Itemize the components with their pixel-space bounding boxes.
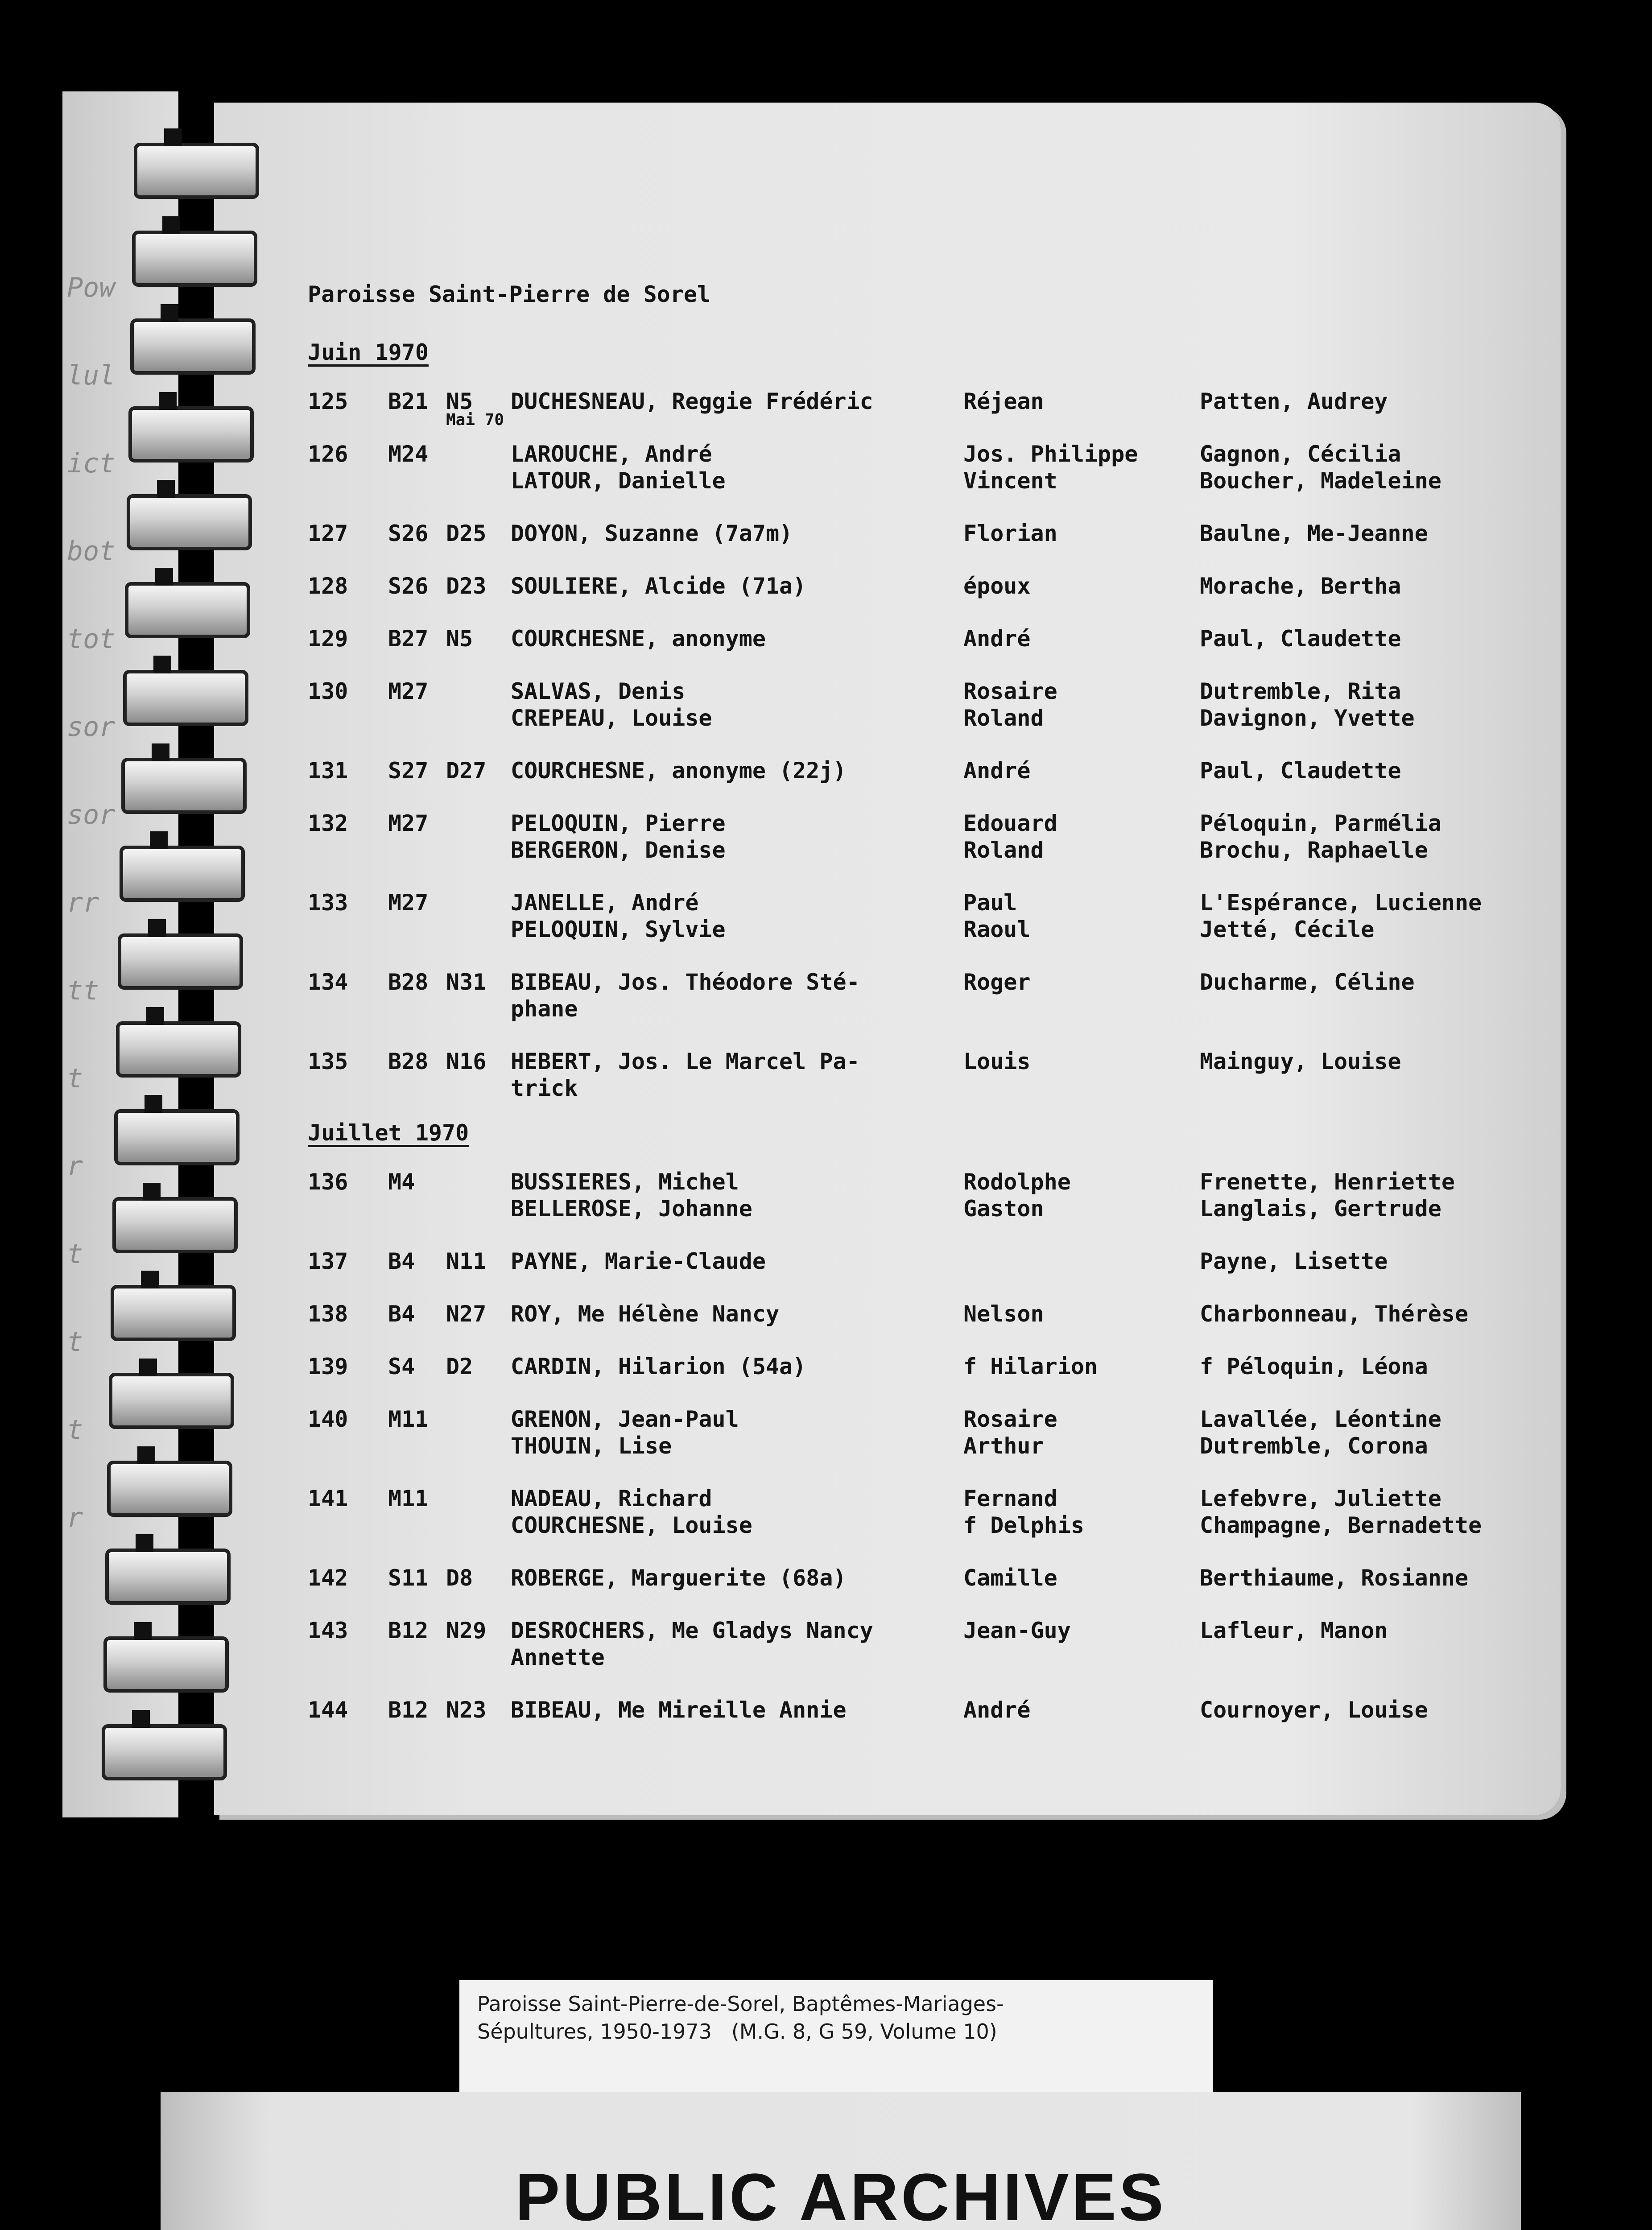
entry-father-line: André bbox=[963, 626, 1031, 652]
entry-father-line: f Hilarion bbox=[963, 1354, 1098, 1379]
entry-father-line: Rodolphe bbox=[963, 1169, 1071, 1195]
entry-mother bbox=[1200, 889, 1482, 943]
entry-father-line: Fernand bbox=[963, 1486, 1057, 1511]
entry-mother bbox=[1200, 1248, 1388, 1275]
entry-mother-line: Dutremble, Corona bbox=[1200, 1433, 1428, 1459]
entry-name bbox=[511, 1248, 766, 1275]
entry-mother bbox=[1200, 757, 1401, 784]
margin-mark: lul bbox=[67, 360, 116, 391]
entry-name-line: PAYNE, Marie-Claude bbox=[511, 1248, 766, 1274]
entry-father bbox=[963, 1617, 1071, 1644]
entry-number: 137 bbox=[308, 1248, 348, 1274]
entry-number: 139 bbox=[308, 1354, 348, 1379]
entry-mother-line: Champagne, Bernadette bbox=[1200, 1512, 1482, 1538]
binding-ring bbox=[120, 846, 245, 902]
entry-mother bbox=[1200, 573, 1401, 599]
entry-act-code: M24 bbox=[388, 441, 429, 467]
binding-ring bbox=[112, 1197, 238, 1253]
entry-name-line: SALVAS, Denis bbox=[511, 678, 686, 704]
entry-mother-line: f Péloquin, Léona bbox=[1200, 1354, 1428, 1379]
entry-name bbox=[511, 625, 766, 652]
entry-father bbox=[963, 1169, 1071, 1222]
entry-father bbox=[963, 1353, 1098, 1380]
entry-name bbox=[511, 1048, 860, 1102]
binding-ring bbox=[132, 231, 257, 287]
entry-number: 129 bbox=[308, 626, 348, 652]
entry-mother-line: Cournoyer, Louise bbox=[1200, 1697, 1428, 1723]
margin-mark: t bbox=[67, 1414, 83, 1445]
entry-mother-line: Mainguy, Louise bbox=[1200, 1049, 1401, 1074]
entry-name-line: COURCHESNE, Louise bbox=[511, 1512, 752, 1538]
entry-act-code: B21 bbox=[388, 388, 429, 414]
entry-name bbox=[511, 757, 847, 784]
entry-number: 135 bbox=[308, 1049, 348, 1074]
margin-mark: bot bbox=[67, 536, 116, 567]
binding-ring bbox=[114, 1109, 240, 1165]
entry-number: 134 bbox=[308, 969, 348, 995]
binding-ring bbox=[125, 582, 250, 638]
entry-name bbox=[511, 388, 873, 415]
entry-name-line: trick bbox=[511, 1075, 578, 1101]
entry-name-line: COURCHESNE, anonyme (22j) bbox=[511, 758, 847, 784]
margin-mark: r bbox=[67, 1151, 83, 1182]
entry-father bbox=[963, 1048, 1031, 1075]
entry-act-code: S26 bbox=[388, 573, 429, 599]
margin-mark: r bbox=[67, 1502, 83, 1533]
entry-name-line: HEBERT, Jos. Le Marcel Pa- bbox=[511, 1049, 860, 1074]
entry-event-code: N29 bbox=[446, 1618, 487, 1644]
entry-event-code: N5 bbox=[446, 388, 473, 414]
entry-name bbox=[511, 889, 726, 943]
entry-act-code: M11 bbox=[388, 1486, 429, 1511]
entry-event-code: N5 bbox=[446, 626, 473, 652]
entry-act-code: M27 bbox=[388, 678, 429, 704]
entry-name-line: CREPEAU, Louise bbox=[511, 705, 712, 731]
entry-mother bbox=[1200, 1353, 1428, 1380]
entry-father bbox=[963, 520, 1057, 547]
entry-number: 132 bbox=[308, 810, 348, 836]
entry-name-line: SOULIERE, Alcide (71a) bbox=[511, 573, 806, 599]
entry-act-code: M4 bbox=[388, 1169, 415, 1195]
entry-name-line: BUSSIERES, Michel bbox=[511, 1169, 739, 1195]
entry-father-line: Edouard bbox=[963, 810, 1057, 836]
entry-father-line: Paul bbox=[963, 890, 1017, 916]
entry-act-code: B28 bbox=[388, 969, 429, 995]
margin-mark: tt bbox=[67, 975, 99, 1006]
entry-name-line: DUCHESNEAU, Reggie Frédéric bbox=[511, 388, 873, 414]
entry-act-code: B12 bbox=[388, 1618, 429, 1644]
entry-mother bbox=[1200, 1406, 1441, 1459]
entry-name bbox=[511, 1169, 752, 1222]
entry-name bbox=[511, 810, 726, 863]
entry-name-line: Annette bbox=[511, 1644, 605, 1670]
entry-father bbox=[963, 810, 1057, 863]
entry-act-code: B4 bbox=[388, 1248, 415, 1274]
entry-name-line: PELOQUIN, Pierre bbox=[511, 810, 726, 836]
entry-mother bbox=[1200, 625, 1401, 652]
entry-act-code: S26 bbox=[388, 520, 429, 546]
binding-ring bbox=[128, 406, 254, 463]
binding-ring bbox=[121, 758, 247, 814]
entry-father-line: Rosaire bbox=[963, 1406, 1057, 1432]
entry-name-line: DESROCHERS, Me Gladys Nancy bbox=[511, 1618, 873, 1644]
entry-father bbox=[963, 1301, 1044, 1327]
entry-name bbox=[511, 1301, 779, 1327]
entry-number: 140 bbox=[308, 1406, 348, 1432]
entry-father bbox=[963, 1485, 1084, 1539]
entry-event-code: D27 bbox=[446, 758, 487, 784]
entry-number: 127 bbox=[308, 520, 348, 546]
margin-mark: Pow bbox=[67, 272, 116, 303]
entry-name-line: BELLEROSE, Johanne bbox=[511, 1196, 752, 1222]
margin-mark: tot bbox=[67, 624, 116, 655]
entry-number: 128 bbox=[308, 573, 348, 599]
entry-name-line: LATOUR, Danielle bbox=[511, 468, 726, 494]
entry-act-code: S11 bbox=[388, 1565, 429, 1591]
entry-act-code: M27 bbox=[388, 890, 429, 916]
binding-ring bbox=[111, 1285, 236, 1341]
entry-father-line: époux bbox=[963, 573, 1031, 599]
entry-father bbox=[963, 889, 1031, 943]
entry-father bbox=[963, 757, 1031, 784]
entry-mother-line: Payne, Lisette bbox=[1200, 1248, 1388, 1274]
entry-event-code: N11 bbox=[446, 1248, 487, 1274]
entry-name bbox=[511, 520, 793, 547]
caption-line-2: Sépultures, 1950-1973 (M.G. 8, G 59, Volume 10) bbox=[477, 2019, 997, 2044]
margin-mark: t bbox=[67, 1239, 83, 1270]
stamp-line-1: PUBLIC ARCHIVES bbox=[515, 2160, 1166, 2230]
entry-mother bbox=[1200, 1485, 1482, 1539]
entry-act-code: S27 bbox=[388, 758, 429, 784]
margin-mark: t bbox=[67, 1063, 83, 1094]
entry-number: 125 bbox=[308, 388, 348, 414]
entry-mother-line: Lafleur, Manon bbox=[1200, 1618, 1388, 1644]
margin-mark: t bbox=[67, 1326, 83, 1358]
entry-father-line: Roger bbox=[963, 969, 1031, 995]
entry-mother-line: Dutremble, Rita bbox=[1200, 678, 1401, 704]
binding-ring bbox=[105, 1549, 231, 1605]
entry-father-line: André bbox=[963, 758, 1031, 784]
entry-number: 131 bbox=[308, 758, 348, 784]
entry-father-line: André bbox=[963, 1697, 1031, 1723]
entry-number: 138 bbox=[308, 1301, 348, 1327]
section-title: Juillet 1970 bbox=[308, 1120, 469, 1146]
archive-caption bbox=[459, 1980, 1213, 2092]
binding-ring bbox=[123, 670, 248, 726]
entry-name-line: ROBERGE, Marguerite (68a) bbox=[511, 1565, 847, 1591]
binding-ring bbox=[127, 494, 252, 550]
entry-name-line: LAROUCHE, André bbox=[511, 441, 712, 467]
entry-name-line: ROY, Me Hélène Nancy bbox=[511, 1301, 780, 1327]
margin-mark: sor bbox=[67, 711, 116, 743]
entry-name bbox=[511, 1617, 873, 1671]
entry-act-code: B12 bbox=[388, 1697, 429, 1723]
entry-mother-line: Berthiaume, Rosianne bbox=[1200, 1565, 1469, 1591]
entry-mother bbox=[1200, 1565, 1468, 1591]
entry-name bbox=[511, 1565, 847, 1591]
entry-mother bbox=[1200, 969, 1415, 995]
entry-act-code: B28 bbox=[388, 1049, 429, 1074]
binding-ring bbox=[134, 143, 259, 199]
binding-ring bbox=[107, 1461, 232, 1517]
entry-mother-line: Baulne, Me-Jeanne bbox=[1200, 520, 1428, 546]
entry-mother-line: Davignon, Yvette bbox=[1200, 705, 1415, 731]
entry-father bbox=[963, 1697, 1031, 1723]
entry-mother-line: Paul, Claudette bbox=[1200, 758, 1401, 784]
entry-father-line: Roland bbox=[963, 837, 1044, 863]
entry-name bbox=[511, 1353, 806, 1380]
entry-name-line: DOYON, Suzanne (7a7m) bbox=[511, 520, 793, 546]
entry-father-line: Jean-Guy bbox=[963, 1618, 1071, 1644]
entry-mother bbox=[1200, 1048, 1401, 1075]
entry-event-code: N16 bbox=[446, 1049, 487, 1074]
entry-event-code-note: Mai 70 bbox=[446, 411, 504, 429]
entry-father bbox=[963, 573, 1031, 599]
entry-act-code: M27 bbox=[388, 810, 429, 836]
entry-father-line: Nelson bbox=[963, 1301, 1044, 1327]
entry-mother-line: Jetté, Cécile bbox=[1200, 917, 1375, 942]
entry-mother-line: Lefebvre, Juliette bbox=[1200, 1486, 1441, 1511]
entry-number: 142 bbox=[308, 1565, 348, 1591]
entry-number: 141 bbox=[308, 1486, 348, 1511]
entry-father-line: Roland bbox=[963, 705, 1044, 731]
entry-number: 130 bbox=[308, 678, 348, 704]
entry-mother-line: Charbonneau, Thérèse bbox=[1200, 1301, 1469, 1327]
entry-father-line: Camille bbox=[963, 1565, 1057, 1591]
entry-number: 143 bbox=[308, 1618, 348, 1644]
margin-mark: rr bbox=[67, 887, 99, 918]
entry-name bbox=[511, 1485, 752, 1539]
entry-mother-line: Gagnon, Cécilia bbox=[1200, 441, 1401, 467]
entry-number: 126 bbox=[308, 441, 348, 467]
entry-name bbox=[511, 1697, 847, 1723]
entry-mother bbox=[1200, 1697, 1428, 1723]
entry-number: 136 bbox=[308, 1169, 348, 1195]
entry-mother-line: Péloquin, Parmélia bbox=[1200, 810, 1441, 836]
entry-event-code: N31 bbox=[446, 969, 487, 995]
entry-mother bbox=[1200, 1169, 1455, 1222]
margin-mark: ict bbox=[67, 448, 116, 479]
entry-name bbox=[511, 1406, 739, 1459]
entry-mother-line: L'Espérance, Lucienne bbox=[1200, 890, 1482, 916]
entry-mother bbox=[1200, 441, 1441, 494]
entry-name-line: JANELLE, André bbox=[511, 890, 699, 916]
entry-father-line: Louis bbox=[963, 1049, 1031, 1074]
entry-father-line: Gaston bbox=[963, 1196, 1044, 1222]
binding-ring bbox=[103, 1636, 229, 1693]
entry-name-line: CARDIN, Hilarion (54a) bbox=[511, 1354, 806, 1379]
entry-name-line: BERGERON, Denise bbox=[511, 837, 726, 863]
entry-event-code: N23 bbox=[446, 1697, 487, 1723]
entry-name bbox=[511, 573, 806, 599]
entry-mother bbox=[1200, 388, 1388, 415]
entry-name-line: BIBEAU, Jos. Théodore Sté- bbox=[511, 969, 860, 995]
entry-mother-line: Patten, Audrey bbox=[1200, 388, 1388, 414]
binding-ring bbox=[118, 933, 243, 990]
entry-mother-line: Brochu, Raphaelle bbox=[1200, 837, 1428, 863]
entry-father bbox=[963, 1565, 1057, 1591]
entry-father bbox=[963, 969, 1031, 995]
entry-event-code: D8 bbox=[446, 1565, 473, 1591]
entry-act-code: M11 bbox=[388, 1406, 429, 1432]
entry-name-line: NADEAU, Richard bbox=[511, 1486, 712, 1511]
entry-father-line: Florian bbox=[963, 520, 1057, 546]
entry-father-line: f Delphis bbox=[963, 1512, 1084, 1538]
archives-stamp bbox=[161, 2092, 1521, 2230]
entry-name-line: BIBEAU, Me Mireille Annie bbox=[511, 1697, 847, 1723]
entry-act-code: B27 bbox=[388, 626, 429, 652]
binding-ring bbox=[109, 1373, 234, 1429]
entry-mother-line: Frenette, Henriette bbox=[1200, 1169, 1455, 1195]
entry-father bbox=[963, 1406, 1057, 1459]
entry-mother bbox=[1200, 520, 1428, 547]
entry-name-line: COURCHESNE, anonyme bbox=[511, 626, 766, 652]
entry-mother-line: Paul, Claudette bbox=[1200, 626, 1401, 652]
entry-father-line: Rosaire bbox=[963, 678, 1057, 704]
entry-mother-line: Lavallée, Léontine bbox=[1200, 1406, 1441, 1432]
entry-act-code: S4 bbox=[388, 1354, 415, 1379]
entry-name-line: PELOQUIN, Sylvie bbox=[511, 917, 726, 942]
entry-event-code: D23 bbox=[446, 573, 487, 599]
entry-event-code: N27 bbox=[446, 1301, 487, 1327]
entry-father-line: Raoul bbox=[963, 917, 1031, 942]
entry-father-line: Arthur bbox=[963, 1433, 1044, 1459]
entry-father bbox=[963, 441, 1138, 494]
entry-mother-line: Langlais, Gertrude bbox=[1200, 1196, 1441, 1222]
entry-father-line: Vincent bbox=[963, 468, 1057, 494]
entry-name-line: THOUIN, Lise bbox=[511, 1433, 672, 1459]
margin-mark: sor bbox=[67, 799, 116, 830]
entry-father-line: Réjean bbox=[963, 388, 1044, 414]
entry-name bbox=[511, 678, 712, 731]
binding-ring bbox=[116, 1021, 241, 1078]
caption-line-1: Paroisse Saint-Pierre-de-Sorel, Baptêmes-Mariages- bbox=[477, 1992, 1004, 2016]
entry-act-code: B4 bbox=[388, 1301, 415, 1327]
entry-mother bbox=[1200, 810, 1441, 863]
entry-event-code: D25 bbox=[446, 520, 487, 546]
binding-ring bbox=[102, 1724, 227, 1780]
entry-mother-line: Boucher, Madeleine bbox=[1200, 468, 1441, 494]
entry-mother bbox=[1200, 678, 1415, 731]
entry-name bbox=[511, 969, 860, 1022]
entry-number: 144 bbox=[308, 1697, 348, 1723]
binding-ring bbox=[130, 318, 256, 375]
entry-father-line: Jos. Philippe bbox=[963, 441, 1138, 467]
entry-number: 133 bbox=[308, 890, 348, 916]
entry-name bbox=[511, 441, 726, 494]
entry-event-code: D2 bbox=[446, 1354, 473, 1379]
entry-name-line: GRENON, Jean-Paul bbox=[511, 1406, 739, 1432]
register-heading: Paroisse Saint-Pierre de Sorel bbox=[308, 281, 711, 307]
entry-mother bbox=[1200, 1301, 1468, 1327]
entry-mother-line: Ducharme, Céline bbox=[1200, 969, 1415, 995]
entry-mother bbox=[1200, 1617, 1388, 1644]
entry-name-line: phane bbox=[511, 996, 578, 1022]
entry-mother-line: Morache, Bertha bbox=[1200, 573, 1401, 599]
entry-father bbox=[963, 678, 1057, 731]
entry-father bbox=[963, 388, 1044, 415]
section-title: Juin 1970 bbox=[308, 339, 429, 365]
entry-father bbox=[963, 625, 1031, 652]
